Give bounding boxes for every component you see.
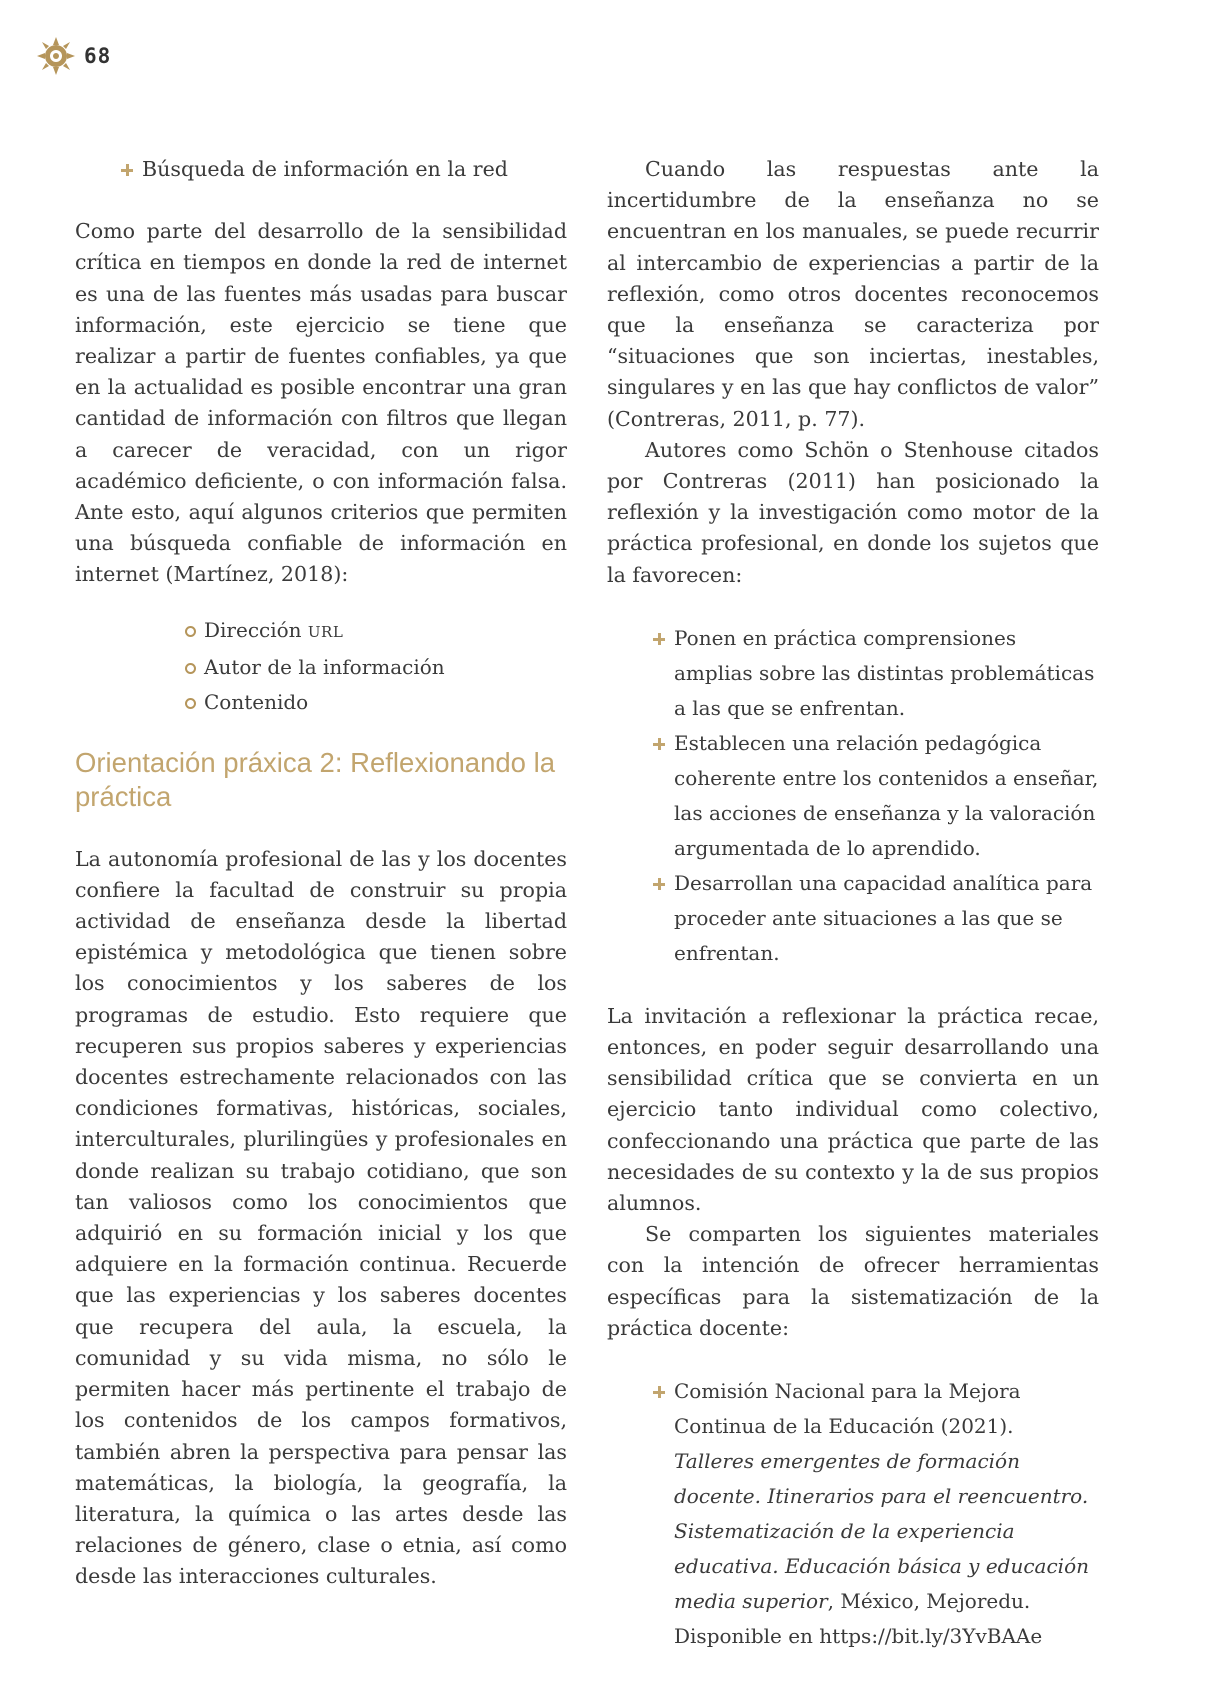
paragraph-materials: Se comparten los siguientes materiales con la intención de ofrecer herramientas específicas para la sistematización de la práctica docente:	[607, 1222, 1099, 1340]
subject-bullet-list	[607, 621, 1099, 971]
list-item	[674, 726, 1099, 866]
ornamental-sun-icon	[36, 36, 76, 76]
materials-list	[607, 1374, 1099, 1654]
list-item-text: Búsqueda de información en la red	[142, 157, 508, 181]
material-author: Comisión Nacional para la Mejora Continua de la Educación (2021).	[674, 1379, 1021, 1439]
paragraph-invitation: La invitación a reflexionar la práctica recae, entonces, en poder seguir desarrollando una sensibilidad crítica que se convierta en un ejercicio tanto individual como colectivo, confeccionando una práctica que parte de las necesidades de su contexto y la de sus propios alumnos.	[607, 1003, 1099, 1216]
paragraph-authors: Autores como Schön o Stenhouse citados por Contreras (2011) han posicionado la reflexión y la investigación como motor de la práctica profesional, en donde los sujetos que la favorecen:	[607, 437, 1099, 587]
material-link[interactable]: https://bit.ly/3YvBAAe	[819, 1624, 1043, 1649]
paragraph-uncertainty: Cuando las respuestas ante la incertidumbre de la enseñanza no se encuentran en los manuales, se puede recurrir al intercambio de experiencias a partir de la reflexión, como otros docentes reconocemos que la enseñanza se caracteriza por “situaciones que son inciertas, inestables, singulares y en las que hay conflictos de valor” (Contreras, 2011, p. 77).	[607, 157, 1099, 431]
list-item	[185, 685, 567, 720]
list-item-text: Establecen una relación pedagógica coherente entre los contenidos a enseñar, las acciones de enseñanza y la valoración argumentada de lo aprendido.	[674, 730, 1099, 860]
list-item-text: Dirección	[204, 617, 308, 642]
list-item-text: Desarrollan una capacidad analítica para proceder ante situaciones a las que se enfrentan.	[674, 870, 1093, 965]
list-item	[185, 650, 567, 685]
material-title: Talleres emergentes de formación docente. Itinerarios para el reencuentro. Sistematización de la experiencia educativa. Educación básica y educación media superior	[674, 1449, 1089, 1614]
circle-bullet-icon	[185, 698, 196, 709]
list-item-text: Contenido	[204, 689, 309, 714]
right-column	[607, 154, 1099, 1684]
list-item	[674, 1374, 1099, 1654]
material-publisher: , México, Mejoredu. Disponible en	[674, 1589, 1031, 1649]
list-item	[185, 613, 567, 650]
circle-bullet-icon	[185, 663, 196, 674]
left-column	[75, 154, 567, 1593]
diamond-bullet-icon	[653, 633, 665, 645]
paragraph-internet-criteria: Como parte del desarrollo de la sensibilidad crítica en tiempos en donde la red de internet es una de las fuentes más usadas para buscar información, este ejercicio se tiene que realizar a partir de fuentes confiables, ya que en la actualidad es posible encontrar una gran cantidad de información con filtros que llegan a carecer de veracidad, con un rigor académico deficiente, o con información falsa. Ante esto, aquí algunos criterios que permiten una búsqueda confiable de información en internet (Martínez, 2018):	[75, 219, 567, 587]
section-heading: Orientación práxica 2: Reflexionando la práctica	[75, 746, 556, 812]
diamond-bullet-icon	[653, 1386, 665, 1398]
paragraph-professional-autonomy: La autonomía profesional de las y los docentes confiere la facultad de construir su propia actividad de enseñanza desde la libertad epistémica y metodológica que tienen sobre los conocimientos y los saberes de los programas de estudio. Esto requiere que recuperen sus propios saberes y experiencias docentes estrechamente relacionados con las condiciones formativas, históricas, sociales, interculturales, plurilingües y profesionales en donde realizan su trabajo cotidiano, que son tan valiosos como los conocimientos que adquirió en su formación inicial y los que adquiere en la formación continua. Recuerde que las experiencias y los saberes docentes que recupera del aula, la escuela, la comunidad y su vida misma, no sólo le permiten hacer más pertinente el trabajo de los contenidos de los campos formativos, también abren la perspectiva para pensar las matemáticas, la biología, la geografía, la literatura, la química o las artes desde las relaciones de género, clase o etnia, así como desde las interacciones culturales.	[75, 846, 567, 1589]
diamond-bullet-icon	[653, 878, 665, 890]
page-header	[36, 36, 111, 76]
top-bullet-list	[75, 154, 567, 185]
diamond-bullet-icon	[653, 738, 665, 750]
list-item-text: Ponen en práctica comprensiones amplias sobre las distintas problemáticas a las que se enfrentan.	[674, 625, 1095, 720]
list-item	[75, 154, 567, 185]
criteria-list	[75, 613, 567, 720]
circle-bullet-icon	[185, 626, 196, 637]
page-number: 68	[84, 44, 112, 68]
list-item-text: Autor de la información	[204, 654, 445, 679]
list-item	[674, 866, 1099, 971]
list-item-suffix: URL	[307, 622, 344, 641]
diamond-bullet-icon	[121, 164, 133, 176]
list-item	[674, 621, 1099, 726]
